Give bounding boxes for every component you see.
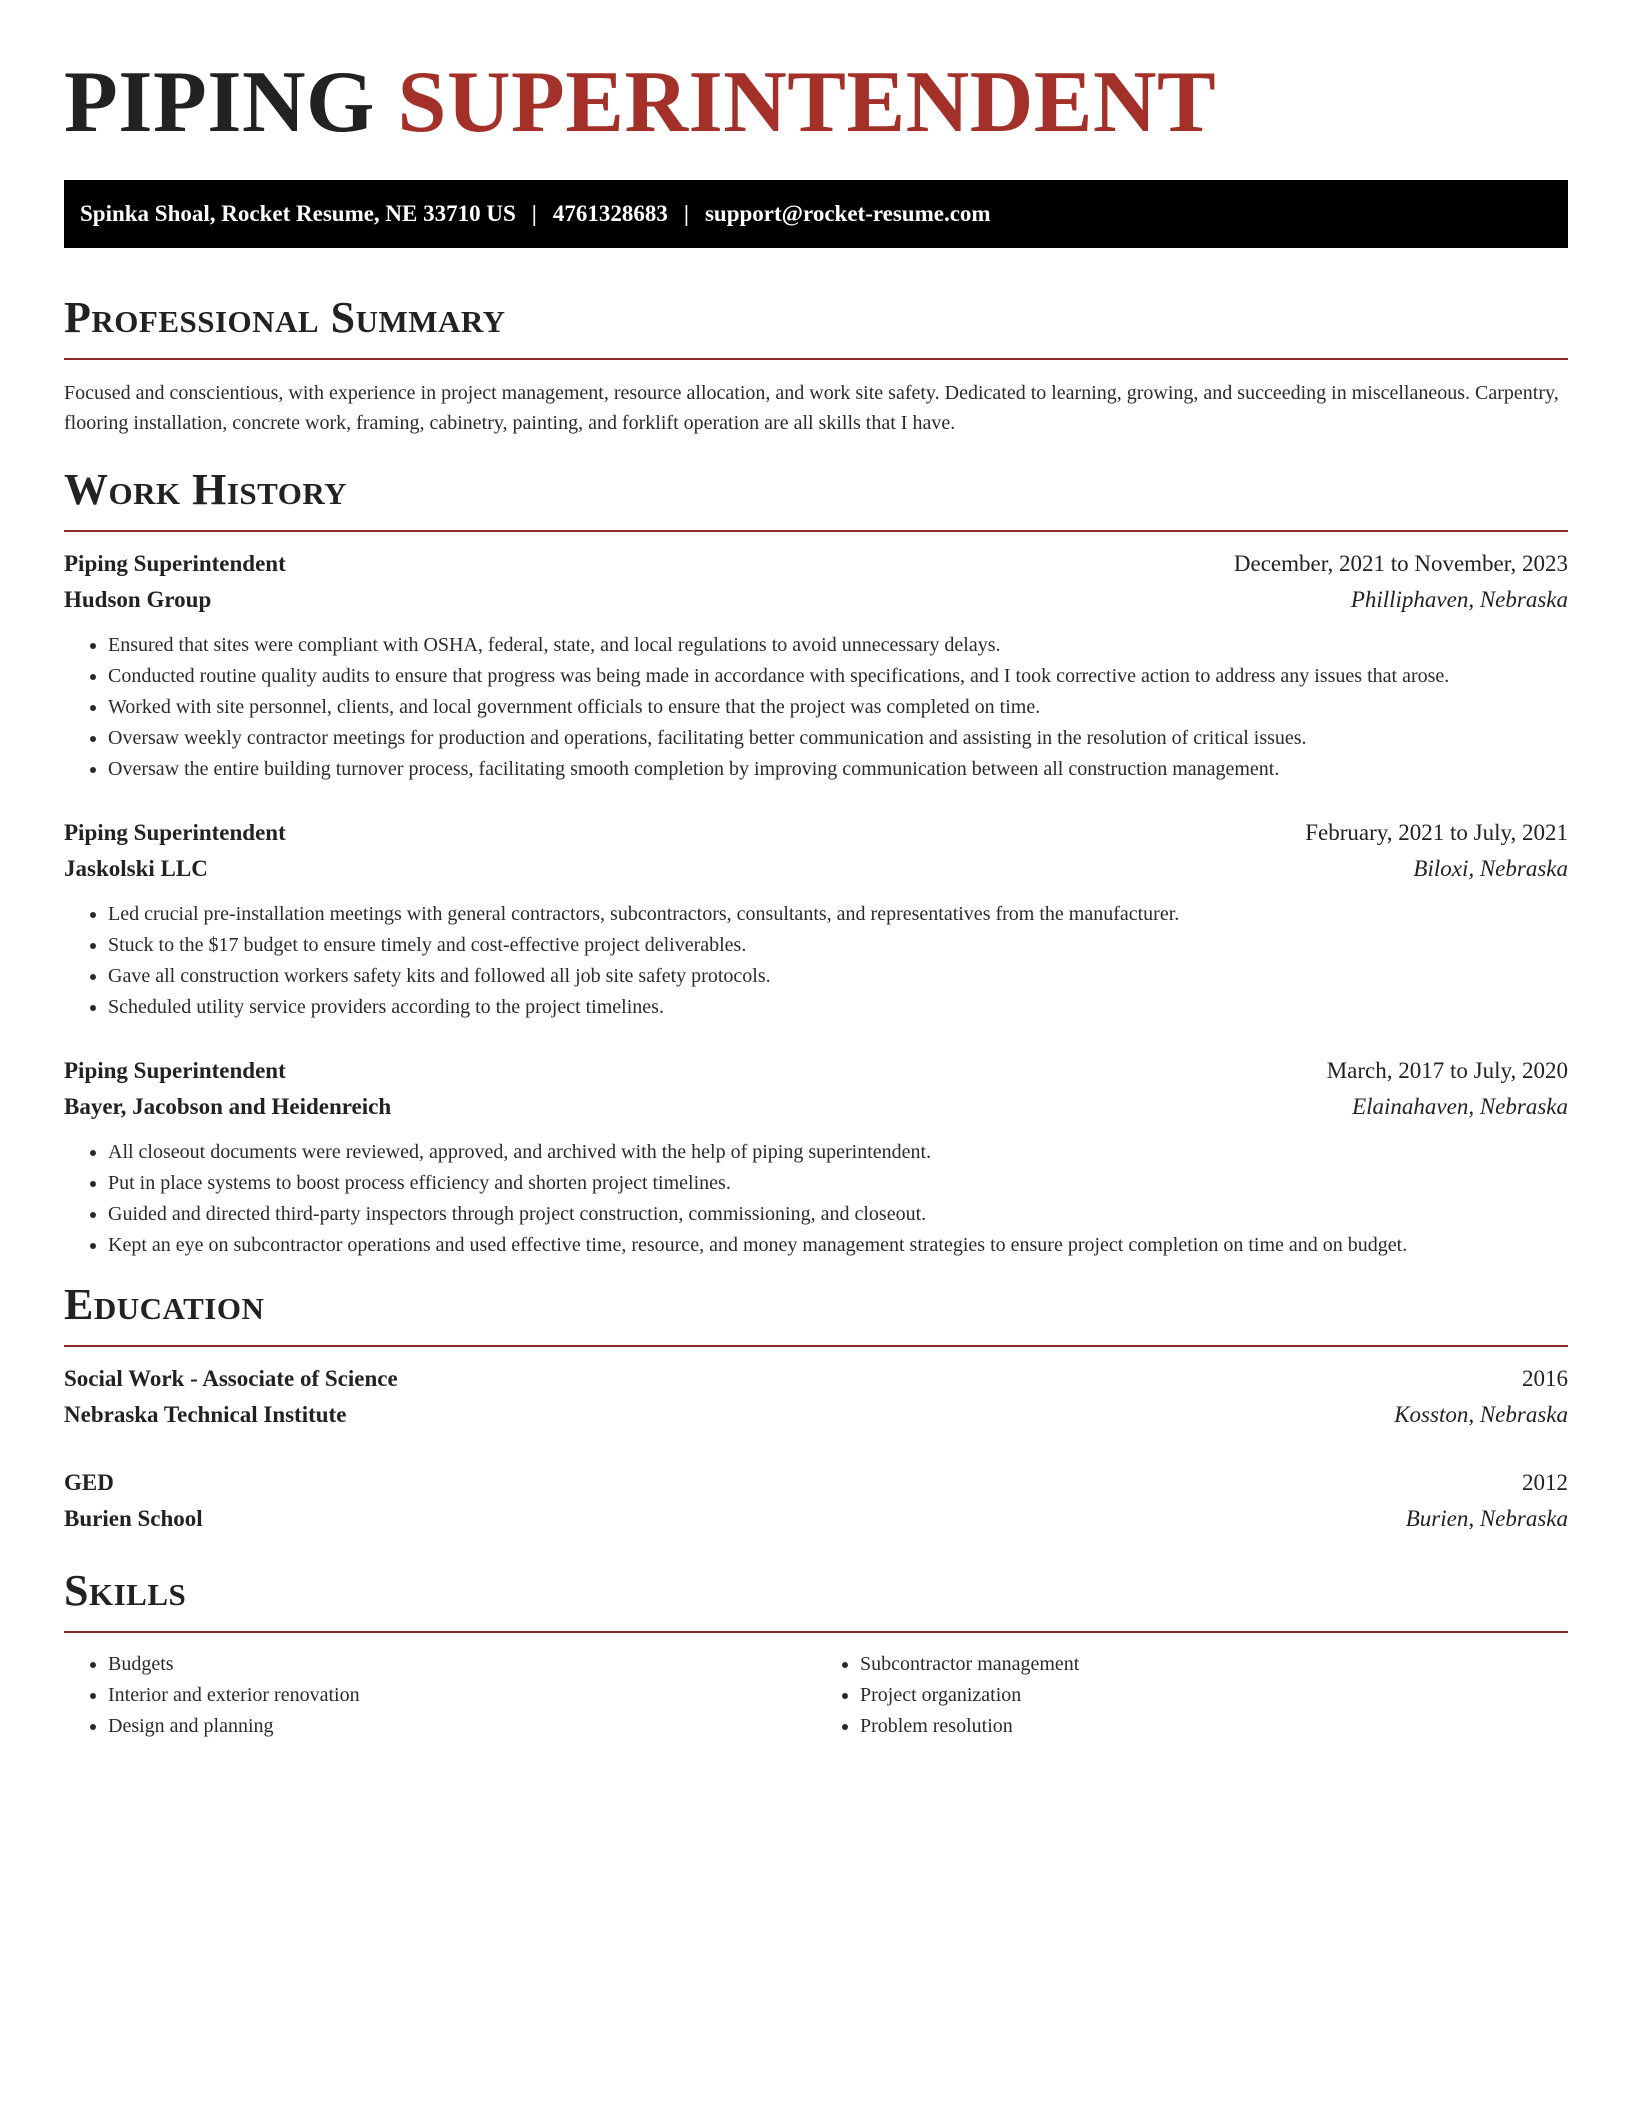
summary-section xyxy=(64,294,1568,438)
skills-list-left xyxy=(64,1649,816,1742)
job-bullet: • Put in place systems to boost process efficiency and shorten project timelines. xyxy=(108,1168,1568,1199)
job-header xyxy=(64,815,1568,851)
job-subheader xyxy=(64,1089,1568,1125)
skills-columns xyxy=(64,1649,1568,1742)
education-location: Kosston, Nebraska xyxy=(1394,1402,1568,1427)
education-subheader xyxy=(64,1501,1568,1537)
job-dates: February, 2021 to July, 2021 xyxy=(1305,820,1568,845)
education-section xyxy=(64,1281,1568,1537)
skill-item: • Project organization xyxy=(860,1680,1568,1711)
work-history-title: Work History xyxy=(64,465,348,514)
job-entry xyxy=(64,546,1568,785)
job-bullet: • All closeout documents were reviewed, approved, and archived with the help of piping superintendent. xyxy=(108,1137,1568,1168)
education-year: 2016 xyxy=(1522,1366,1568,1391)
education-header xyxy=(64,1361,1568,1397)
skill-item: • Problem resolution xyxy=(860,1711,1568,1742)
job-bullet: • Oversaw the entire building turnover process, facilitating smooth completion by improving communication between all construction management. xyxy=(108,754,1568,785)
education-entry xyxy=(64,1361,1568,1433)
education-location: Burien, Nebraska xyxy=(1405,1506,1568,1531)
resume-name xyxy=(64,54,1568,151)
job-location: Elainahaven, Nebraska xyxy=(1352,1094,1568,1119)
job-bullet: • Ensured that sites were compliant with OSHA, federal, state, and local regulations to avoid unnecessary delays. xyxy=(108,630,1568,661)
education-year: 2012 xyxy=(1522,1470,1568,1495)
summary-title: Professional Summary xyxy=(64,293,506,342)
name-last: SUPERINTENDENT xyxy=(397,54,1217,151)
job-entry xyxy=(64,1053,1568,1261)
job-dates: March, 2017 to July, 2020 xyxy=(1326,1058,1568,1083)
education-school: Nebraska Technical Institute xyxy=(64,1402,347,1427)
education-subheader xyxy=(64,1397,1568,1433)
education-entry xyxy=(64,1465,1568,1537)
work-history-section xyxy=(64,466,1568,1261)
education-title: Education xyxy=(64,1280,265,1329)
job-location: Biloxi, Nebraska xyxy=(1413,856,1568,881)
job-bullet: • Gave all construction workers safety kits and followed all job site safety protocols. xyxy=(108,961,1568,992)
job-bullet: • Oversaw weekly contractor meetings for production and operations, facilitating better communication and assisting in the resolution of critical issues. xyxy=(108,723,1568,754)
skills-title: Skills xyxy=(64,1566,187,1615)
section-divider xyxy=(64,530,1568,532)
education-school: Burien School xyxy=(64,1506,203,1531)
job-entry xyxy=(64,815,1568,1023)
job-bullet: • Conducted routine quality audits to ensure that progress was being made in accordance with specifications, and I took corrective action to address any issues that arose. xyxy=(108,661,1568,692)
job-bullet: • Stuck to the $17 budget to ensure timely and cost-effective project deliverables. xyxy=(108,930,1568,961)
skill-item: • Budgets xyxy=(108,1649,816,1680)
job-company: Hudson Group xyxy=(64,587,212,612)
contact-bar xyxy=(64,180,1568,248)
contact-address: Spinka Shoal, Rocket Resume, NE 33710 US xyxy=(80,201,516,226)
skill-item: • Design and planning xyxy=(108,1711,816,1742)
job-header xyxy=(64,1053,1568,1089)
skills-list-right xyxy=(816,1649,1568,1742)
job-header xyxy=(64,546,1568,582)
job-role: Piping Superintendent xyxy=(64,551,286,576)
job-subheader xyxy=(64,851,1568,887)
job-role: Piping Superintendent xyxy=(64,820,286,845)
job-bullets xyxy=(64,899,1568,1023)
contact-email: support@rocket-resume.com xyxy=(704,201,991,226)
job-subheader xyxy=(64,582,1568,618)
contact-separator: | xyxy=(531,201,537,226)
skill-item: • Subcontractor management xyxy=(860,1649,1568,1680)
education-degree: Social Work - Associate of Science xyxy=(64,1366,398,1391)
education-header xyxy=(64,1465,1568,1501)
job-company: Bayer, Jacobson and Heidenreich xyxy=(64,1094,392,1119)
skill-item: • Interior and exterior renovation xyxy=(108,1680,816,1711)
job-role: Piping Superintendent xyxy=(64,1058,286,1083)
job-bullet: • Scheduled utility service providers according to the project timelines. xyxy=(108,992,1568,1023)
job-bullet: • Led crucial pre-installation meetings with general contractors, subcontractors, consultants, and representatives from the manufacturer. xyxy=(108,899,1568,930)
job-location: Philliphaven, Nebraska xyxy=(1350,587,1568,612)
skills-section xyxy=(64,1567,1568,1742)
section-divider xyxy=(64,1631,1568,1633)
job-dates: December, 2021 to November, 2023 xyxy=(1233,551,1568,576)
job-bullet: • Kept an eye on subcontractor operations and used effective time, resource, and money management strategies to ensure project completion on time and on budget. xyxy=(108,1230,1568,1261)
job-company: Jaskolski LLC xyxy=(64,856,208,881)
summary-text: Focused and conscientious, with experience in project management, resource allocation, and work site safety. Dedicated to learning, growing, and succeeding in miscellaneous. Carpentry, flooring installation, concrete work, framing, cabinetry, painting, and forklift operation are all skills that I have. xyxy=(64,382,1559,434)
job-bullets xyxy=(64,1137,1568,1261)
job-bullet: • Worked with site personnel, clients, and local government officials to ensure that the project was completed on time. xyxy=(108,692,1568,723)
name-first: PIPING xyxy=(64,54,375,151)
section-divider xyxy=(64,1345,1568,1347)
education-degree: GED xyxy=(64,1470,114,1495)
contact-phone: 4761328683 xyxy=(552,201,668,226)
job-bullet: • Guided and directed third-party inspectors through project construction, commissioning, and closeout. xyxy=(108,1199,1568,1230)
contact-separator: | xyxy=(683,201,689,226)
job-bullets xyxy=(64,630,1568,785)
section-divider xyxy=(64,358,1568,360)
